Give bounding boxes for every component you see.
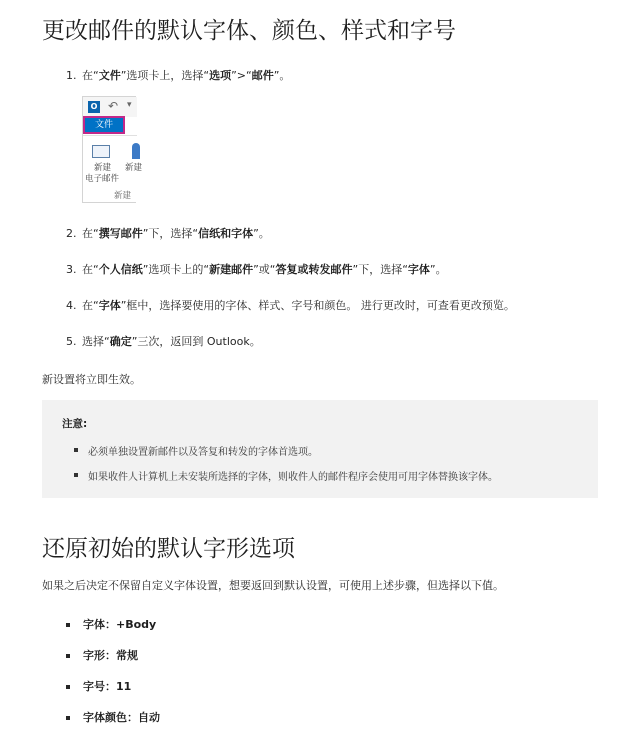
- new-email-label-line1: 新建: [94, 163, 112, 173]
- step-number: 1.: [66, 69, 77, 82]
- bullet-square-icon: [66, 654, 70, 658]
- new-items-label: 新建: [125, 163, 143, 173]
- note-item: 如果收件人计算机上未安装所选择的字体，则收件人的邮件程序会使用可用字体替换该字体。: [88, 468, 498, 483]
- outlook-logo-icon: O: [88, 101, 100, 113]
- new-email-icon: [92, 145, 110, 158]
- new-email-label-line2: 电子邮件: [85, 174, 120, 184]
- bullet-square-icon: [66, 716, 70, 720]
- default-value-item: 字号：11: [83, 679, 131, 695]
- step-2: 2. 在“撰写邮件”下，选择“信纸和字体”。: [66, 227, 270, 240]
- section1-title: 更改邮件的默认字体、颜色、样式和字号: [42, 18, 456, 44]
- ribbon-group-label: 新建: [114, 191, 132, 201]
- step-5: 5. 选择“确定”三次，返回到 Outlook。: [66, 335, 261, 348]
- default-value-item: 字形：常规: [83, 648, 138, 664]
- new-items-icon: [132, 143, 140, 159]
- note-item: 必须单独设置新邮件以及答复和转发的字体首选项。: [88, 443, 318, 458]
- step-3: 3. 在“个人信纸”选项卡上的“新建邮件”或“答复或转发邮件”下，选择“字体”。: [66, 263, 447, 276]
- note-box: [42, 400, 598, 498]
- default-value-item: 字体颜色：自动: [83, 710, 160, 726]
- undo-icon: ↶: [108, 99, 119, 113]
- step-1: 1. 在“文件”选项卡上，选择“选项”>“邮件”。: [66, 69, 291, 82]
- settings-effective-text: 新设置将立即生效。: [42, 373, 141, 386]
- step-4: 4. 在“字体”框中，选择要使用的字体、样式、字号和颜色。 进行更改时，可查看更改预览。: [66, 299, 515, 312]
- quick-access-dropdown-icon: ▾: [127, 100, 132, 110]
- file-tab: 文件: [85, 118, 123, 132]
- ribbon-divider: [83, 135, 137, 136]
- ribbon-screenshot: [82, 96, 143, 203]
- bullet-square-icon: [74, 473, 78, 477]
- default-value-item: 字体：+Body: [83, 617, 156, 633]
- bullet-square-icon: [66, 685, 70, 689]
- note-title: 注意:: [62, 418, 88, 430]
- bullet-square-icon: [74, 448, 78, 452]
- section2-intro: 如果之后决定不保留自定义字体设置，想要返回到默认设置，可使用上述步骤，但选择以下值。: [42, 579, 504, 592]
- bullet-square-icon: [66, 623, 70, 627]
- section2-title: 还原初始的默认字形选项: [42, 536, 295, 562]
